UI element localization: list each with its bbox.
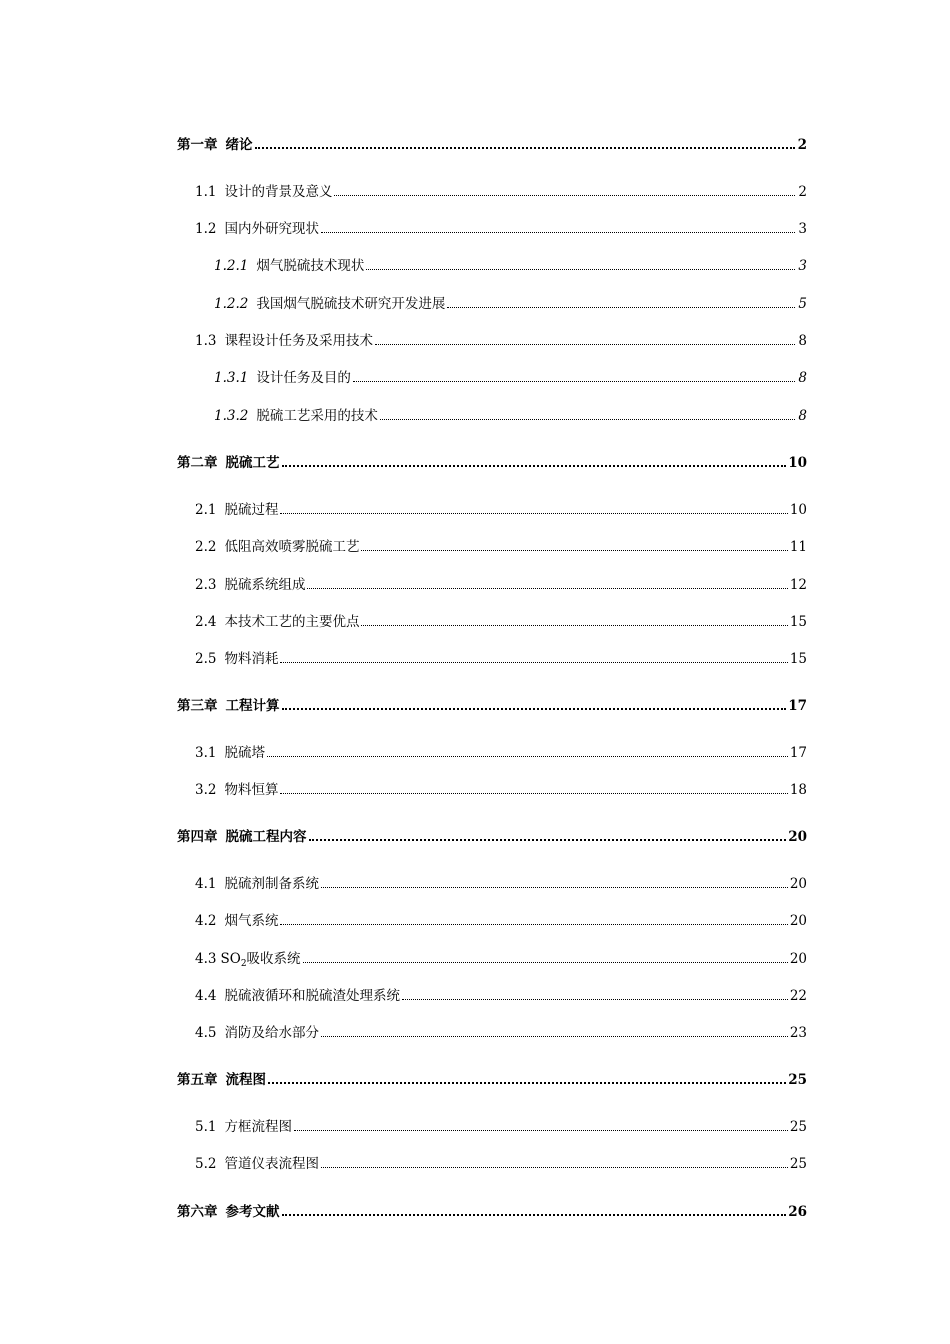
toc-number: 4.5 <box>195 1025 217 1041</box>
toc-page: 11 <box>789 539 807 555</box>
toc-entry-1-2-2[interactable] <box>214 294 807 314</box>
toc-entry-5-1[interactable] <box>195 1117 807 1137</box>
toc-page: 5 <box>798 296 807 312</box>
toc-title <box>220 949 300 969</box>
toc-title: 脱硫系统组成 <box>224 577 306 593</box>
toc-entry-2-1[interactable] <box>195 500 807 520</box>
toc-entry-chapter-6[interactable] <box>177 1202 807 1222</box>
toc-entry-2-3[interactable] <box>195 575 807 595</box>
toc-title: 物料恒算 <box>224 782 279 798</box>
toc-entry-chapter-2[interactable] <box>177 453 807 473</box>
toc-entry-2-2[interactable] <box>195 537 807 557</box>
toc-entry-4-3[interactable] <box>195 949 807 969</box>
toc-page: 20 <box>788 829 807 845</box>
toc-number: 第四章 <box>177 829 218 845</box>
toc-title: 脱硫过程 <box>224 502 279 518</box>
toc-page: 25 <box>789 1119 807 1135</box>
toc-leader <box>380 418 795 420</box>
toc-page: 20 <box>789 913 807 929</box>
toc-number: 5.2 <box>195 1156 217 1172</box>
toc-leader <box>447 306 795 308</box>
toc-title: 绪论 <box>225 137 253 153</box>
toc-number: 第二章 <box>177 455 218 471</box>
toc-page: 3 <box>798 221 807 237</box>
toc-title: 工程计算 <box>225 698 280 714</box>
toc-entry-1-3-1[interactable] <box>214 368 807 388</box>
toc-page: 20 <box>789 951 807 967</box>
toc-entry-1-1[interactable] <box>195 182 807 202</box>
toc-page: 3 <box>798 258 807 274</box>
toc-entry-4-2[interactable] <box>195 911 807 931</box>
toc-entry-2-4[interactable] <box>195 612 807 632</box>
toc-number: 2.1 <box>195 502 217 518</box>
toc-leader <box>303 961 788 963</box>
toc-leader <box>321 1035 788 1037</box>
toc-leader <box>268 1081 786 1084</box>
toc-title: 流程图 <box>225 1072 266 1088</box>
toc-number: 1.3 <box>195 333 217 349</box>
toc-leader <box>294 1129 788 1131</box>
toc-leader <box>307 587 787 589</box>
toc-title: 课程设计任务及采用技术 <box>224 333 373 349</box>
toc-title: 物料消耗 <box>224 651 279 667</box>
toc-number: 第六章 <box>177 1204 218 1220</box>
toc-title: 管道仪表流程图 <box>224 1156 319 1172</box>
toc-title: 烟气系统 <box>224 913 279 929</box>
toc-number: 2.3 <box>195 577 217 593</box>
toc-page: 10 <box>789 502 807 518</box>
toc-page: 12 <box>789 577 807 593</box>
toc-entry-1-2[interactable] <box>195 219 807 239</box>
toc-leader <box>361 624 787 626</box>
toc-page: 25 <box>788 1072 807 1088</box>
toc-title-formula: SO <box>220 951 241 967</box>
toc-leader <box>321 231 795 233</box>
toc-number: 3.1 <box>195 745 217 761</box>
toc-page: 2 <box>797 137 807 153</box>
toc-leader <box>280 512 787 514</box>
toc-leader <box>321 1166 788 1168</box>
toc-leader <box>280 661 787 663</box>
toc-entry-1-3[interactable] <box>195 331 807 351</box>
toc-page: 23 <box>789 1025 807 1041</box>
toc-leader <box>255 146 796 149</box>
toc-number: 4.4 <box>195 988 217 1004</box>
toc-entry-4-4[interactable] <box>195 986 807 1006</box>
toc-number: 2.2 <box>195 539 217 555</box>
toc-leader <box>361 549 787 551</box>
toc-title: 脱硫工艺 <box>225 455 280 471</box>
toc-page: 17 <box>788 698 807 714</box>
toc-number: 3.2 <box>195 782 217 798</box>
toc-page: 8 <box>798 370 807 386</box>
toc-page: 15 <box>789 614 807 630</box>
toc-entry-4-1[interactable] <box>195 874 807 894</box>
toc-entry-chapter-3[interactable] <box>177 696 807 716</box>
toc-entry-chapter-5[interactable] <box>177 1070 807 1090</box>
toc-page: 15 <box>789 651 807 667</box>
toc-title: 脱硫液循环和脱硫渣处理系统 <box>224 988 400 1004</box>
toc-leader <box>282 464 787 467</box>
toc-page: 25 <box>789 1156 807 1172</box>
toc-leader <box>280 792 787 794</box>
toc-title: 本技术工艺的主要优点 <box>224 614 360 630</box>
toc-leader <box>267 755 788 757</box>
toc-leader <box>282 707 787 710</box>
toc-number: 4.1 <box>195 876 217 892</box>
toc-number: 第三章 <box>177 698 218 714</box>
toc-number: 2.5 <box>195 651 217 667</box>
toc-number: 1.1 <box>195 184 217 200</box>
toc-title: 我国烟气脱硫技术研究开发进展 <box>256 296 446 312</box>
toc-title: 国内外研究现状 <box>224 221 319 237</box>
toc-title: 脱硫塔 <box>224 745 265 761</box>
toc-entry-3-1[interactable] <box>195 743 807 763</box>
toc-entry-5-2[interactable] <box>195 1154 807 1174</box>
toc-number: 1.2.2 <box>214 296 249 312</box>
toc-number: 1.3.2 <box>214 408 249 424</box>
toc-entry-4-5[interactable] <box>195 1023 807 1043</box>
toc-title: 低阻高效喷雾脱硫工艺 <box>224 539 360 555</box>
toc-leader <box>402 998 788 1000</box>
toc-entry-1-3-2[interactable] <box>214 406 807 426</box>
toc-title: 消防及给水部分 <box>224 1025 319 1041</box>
toc-entry-2-5[interactable] <box>195 649 807 669</box>
toc-title: 脱硫工艺采用的技术 <box>256 408 378 424</box>
toc-number: 第一章 <box>177 137 218 153</box>
toc-page: 20 <box>789 876 807 892</box>
toc-entry-3-2[interactable] <box>195 780 807 800</box>
toc-number: 第五章 <box>177 1072 218 1088</box>
toc-title: 方框流程图 <box>224 1119 292 1135</box>
toc-title-suffix: 吸收系统 <box>246 951 301 967</box>
toc-page: 18 <box>789 782 807 798</box>
toc-entry-chapter-1[interactable] <box>177 135 807 155</box>
toc-page: 2 <box>798 184 807 200</box>
toc-title: 参考文献 <box>225 1204 280 1220</box>
toc-page: 8 <box>798 333 807 349</box>
toc-leader <box>309 838 787 841</box>
toc-page: 26 <box>788 1204 807 1220</box>
toc-leader <box>375 343 795 345</box>
toc-leader <box>366 268 795 270</box>
toc-title: 烟气脱硫技术现状 <box>256 258 365 274</box>
toc-page: 8 <box>798 408 807 424</box>
toc-number: 4.3 <box>195 951 217 967</box>
toc-number: 4.2 <box>195 913 217 929</box>
toc-leader <box>280 923 787 925</box>
toc-title: 脱硫工程内容 <box>225 829 307 845</box>
toc-leader <box>321 886 788 888</box>
toc-leader <box>353 380 795 382</box>
toc-page: 17 <box>789 745 807 761</box>
toc-number: 1.2 <box>195 221 217 237</box>
toc-number: 1.2.1 <box>214 258 249 274</box>
toc-title-subscript: 2 <box>240 959 247 969</box>
toc-number: 5.1 <box>195 1119 217 1135</box>
toc-page: 10 <box>788 455 807 471</box>
toc-entry-1-2-1[interactable] <box>214 256 807 276</box>
toc-leader <box>334 194 795 196</box>
toc-leader <box>282 1213 787 1216</box>
toc-entry-chapter-4[interactable] <box>177 827 807 847</box>
toc-title: 设计任务及目的 <box>256 370 351 386</box>
toc-title: 脱硫剂制备系统 <box>224 876 319 892</box>
toc-page: 22 <box>789 988 807 1004</box>
toc-number: 1.3.1 <box>214 370 249 386</box>
toc-title: 设计的背景及意义 <box>224 184 333 200</box>
toc-number: 2.4 <box>195 614 217 630</box>
